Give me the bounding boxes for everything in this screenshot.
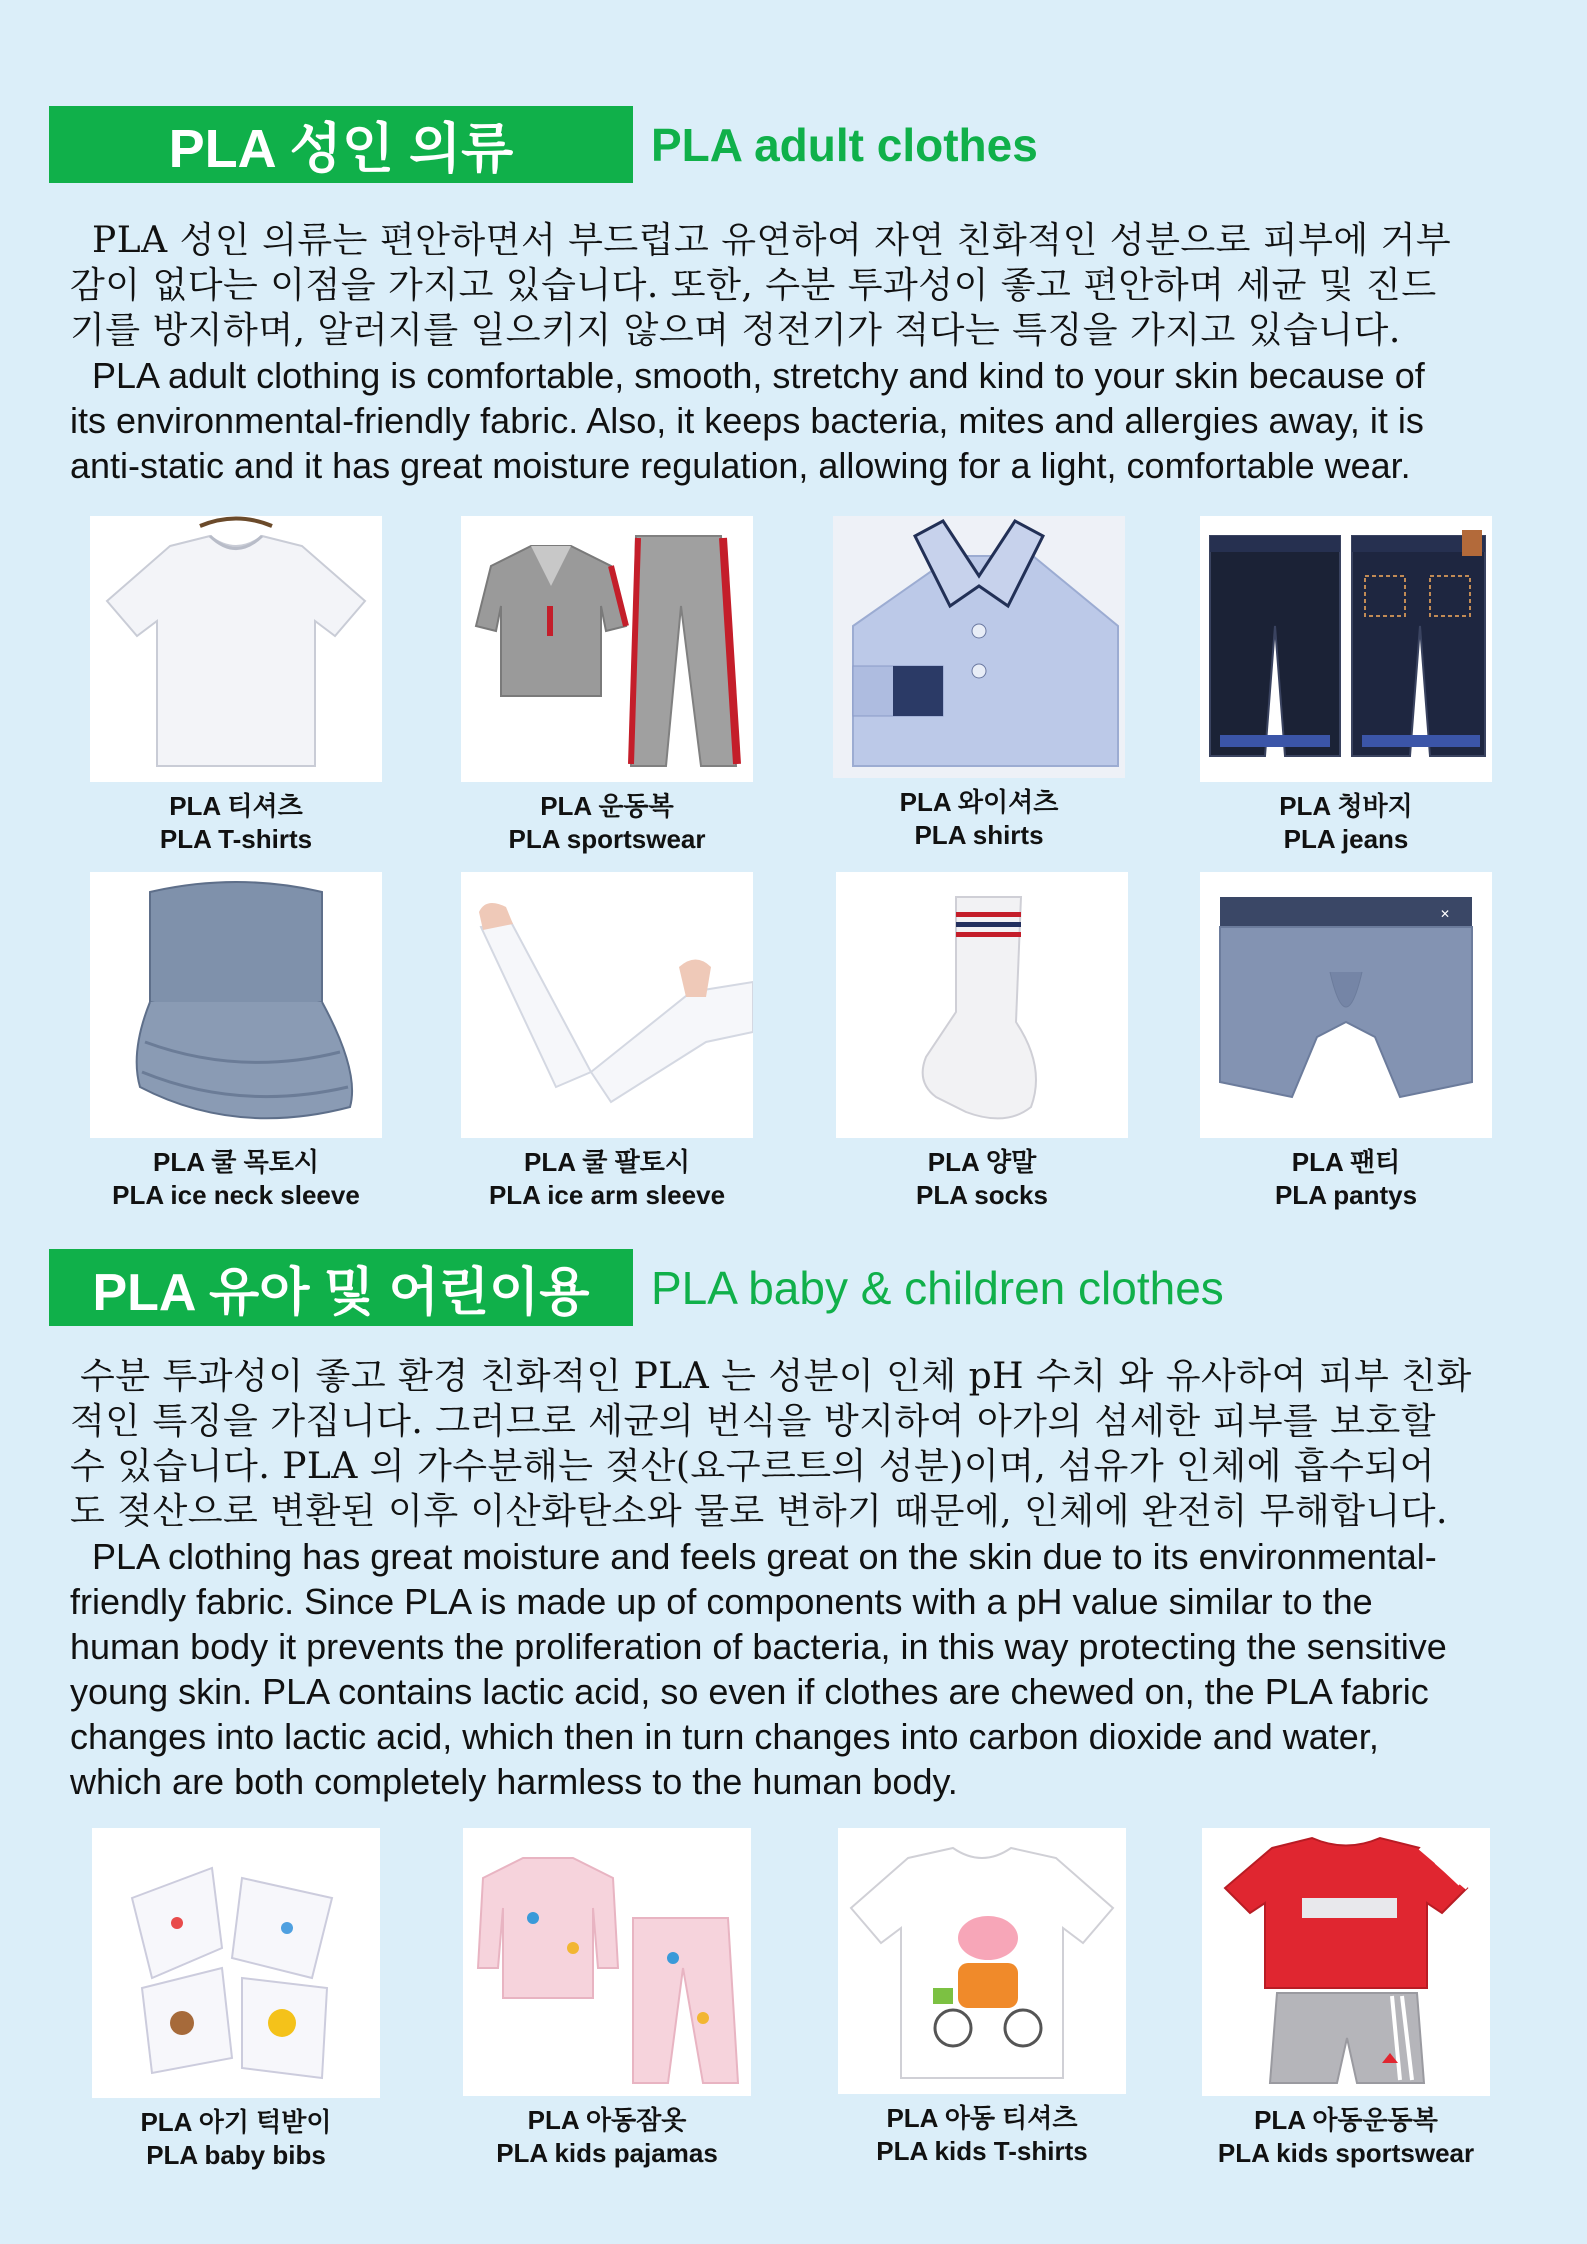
product-card-kids-tshirts bbox=[832, 1828, 1132, 2168]
tshirt-photo bbox=[90, 516, 382, 782]
kids-para-kr-line: 도 젖산으로 변환된 이후 이산화탄소와 물로 변하기 때문에, 인체에 완전히 무해합니다. bbox=[70, 1491, 1448, 1532]
adult-title-en: PLA adult clothes bbox=[651, 118, 1038, 171]
product-card-sportswear bbox=[457, 516, 757, 856]
product-label-en: PLA ice arm sleeve bbox=[488, 1180, 726, 1210]
product-card-kids-sportswear bbox=[1196, 1828, 1496, 2170]
product-label-en: PLA socks bbox=[916, 1180, 1048, 1210]
adult-para-kr-line: PLA 성인 의류는 편안하면서 부드럽고 유연하여 자연 친화적인 성분으로 피부에 거부 bbox=[92, 220, 1452, 261]
adult-para-en-line: its environmental-friendly fabric. Also, it keeps bacteria, mites and allergies away, it is bbox=[70, 400, 1424, 441]
product-card-tshirts bbox=[86, 516, 386, 856]
kids-para-en-line: young skin. PLA contains lactic acid, so even if clothes are chewed on, the PLA fabric bbox=[70, 1671, 1429, 1712]
product-card-neck-sleeve bbox=[86, 872, 386, 1212]
product-label-en: PLA ice neck sleeve bbox=[112, 1180, 360, 1210]
adult-para-en-line: anti-static and it has great moisture regulation, allowing for a light, comfortable wear. bbox=[70, 445, 1411, 486]
kids-para-en-line: changes into lactic acid, which then in turn changes into carbon dioxide and water, bbox=[70, 1716, 1379, 1757]
product-label-kr: PLA 운동복 bbox=[540, 791, 674, 821]
adult-section-header bbox=[49, 106, 1038, 183]
product-label-kr: PLA 아동운동복 bbox=[1254, 2105, 1438, 2135]
kids-para-en-line: PLA clothing has great moisture and feels great on the skin due to its environmental- bbox=[92, 1536, 1437, 1577]
kids-sportswear-photo bbox=[1202, 1828, 1490, 2096]
product-label-kr: PLA 아동 티셔츠 bbox=[886, 2103, 1078, 2133]
product-label-en: PLA jeans bbox=[1283, 824, 1409, 854]
product-label-kr: PLA 청바지 bbox=[1279, 791, 1413, 821]
baby-bibs-photo bbox=[92, 1828, 380, 2098]
product-label-kr: PLA 쿨 목토시 bbox=[153, 1147, 319, 1177]
jeans-photo bbox=[1200, 516, 1492, 782]
svg-text:✕: ✕ bbox=[1440, 907, 1451, 921]
product-label-kr: PLA 티셔츠 bbox=[169, 791, 303, 821]
adult-description bbox=[70, 218, 1510, 488]
socks-photo bbox=[836, 872, 1128, 1138]
adult-para-en-line: PLA adult clothing is comfortable, smooth, stretchy and kind to your skin because of bbox=[92, 355, 1425, 396]
product-card-socks bbox=[832, 872, 1132, 1212]
product-label-kr: PLA 아기 턱받이 bbox=[140, 2107, 332, 2137]
product-label-kr: PLA 팬티 bbox=[1291, 1147, 1401, 1177]
product-label-kr: PLA 쿨 팔토시 bbox=[524, 1147, 690, 1177]
adult-title-kr: PLA 성인 의류 bbox=[49, 106, 633, 183]
product-label-en: PLA kids pajamas bbox=[496, 2138, 718, 2168]
product-card-jeans bbox=[1196, 516, 1496, 856]
kids-para-en-line: friendly fabric. Since PLA is made up of components with a pH value similar to the bbox=[70, 1581, 1373, 1622]
product-label-en: PLA kids T-shirts bbox=[876, 2136, 1088, 2166]
kids-para-kr-line: 적인 특징을 가집니다. 그러므로 세균의 번식을 방지하여 아가의 섬세한 피부를 보호할 bbox=[70, 1401, 1437, 1442]
adult-para-kr-line: 감이 없다는 이점을 가지고 있습니다. 또한, 수분 투과성이 좋고 편안하며 세균 및 진드 bbox=[70, 265, 1437, 306]
kids-para-kr-line: 수분 투과성이 좋고 환경 친화적인 PLA 는 성분이 인체 pH 수치 와 유사하여 피부 친화 bbox=[80, 1356, 1472, 1397]
kids-section-header bbox=[49, 1249, 1224, 1326]
kids-para-en-line: which are both completely harmless to the human body. bbox=[70, 1761, 958, 1802]
arm-sleeve-photo bbox=[461, 872, 753, 1138]
product-label-kr: PLA 와이셔츠 bbox=[899, 787, 1059, 817]
product-label-en: PLA pantys bbox=[1274, 1180, 1418, 1210]
product-label-en: PLA sportswear bbox=[508, 824, 706, 854]
product-card-underwear bbox=[1196, 872, 1496, 1212]
product-label-en: PLA baby bibs bbox=[146, 2140, 326, 2170]
product-label-en: PLA kids sportswear bbox=[1217, 2138, 1475, 2168]
underwear-photo bbox=[1200, 872, 1492, 1138]
dress-shirt-photo bbox=[833, 516, 1125, 778]
product-label-en: PLA T-shirts bbox=[159, 824, 313, 854]
kids-title-kr: PLA 유아 및 어린이용 bbox=[49, 1249, 633, 1326]
product-card-shirts bbox=[829, 516, 1129, 852]
sportswear-photo bbox=[461, 516, 753, 782]
product-card-arm-sleeve bbox=[457, 872, 757, 1212]
adult-para-kr-line: 기를 방지하며, 알러지를 일으키지 않으며 정전기가 적다는 특징을 가지고 있습니다. bbox=[70, 310, 1401, 351]
product-label-kr: PLA 양말 bbox=[927, 1147, 1037, 1177]
kids-tshirt-photo bbox=[838, 1828, 1126, 2094]
kids-title-en: PLA baby & children clothes bbox=[651, 1261, 1224, 1314]
kids-description bbox=[70, 1354, 1510, 1804]
product-card-baby-bibs bbox=[86, 1828, 386, 2172]
neck-sleeve-photo bbox=[90, 872, 382, 1138]
product-label-kr: PLA 아동잠옷 bbox=[527, 2105, 687, 2135]
product-card-kids-pajamas bbox=[457, 1828, 757, 2170]
product-label-en: PLA shirts bbox=[914, 820, 1044, 850]
kids-pajamas-photo bbox=[463, 1828, 751, 2096]
kids-para-kr-line: 수 있습니다. PLA 의 가수분해는 젖산(요구르트의 성분)이며, 섬유가 인체에 흡수되어 bbox=[70, 1446, 1435, 1487]
kids-para-en-line: human body it prevents the proliferation of bacteria, in this way protecting the sensitive bbox=[70, 1626, 1447, 1667]
